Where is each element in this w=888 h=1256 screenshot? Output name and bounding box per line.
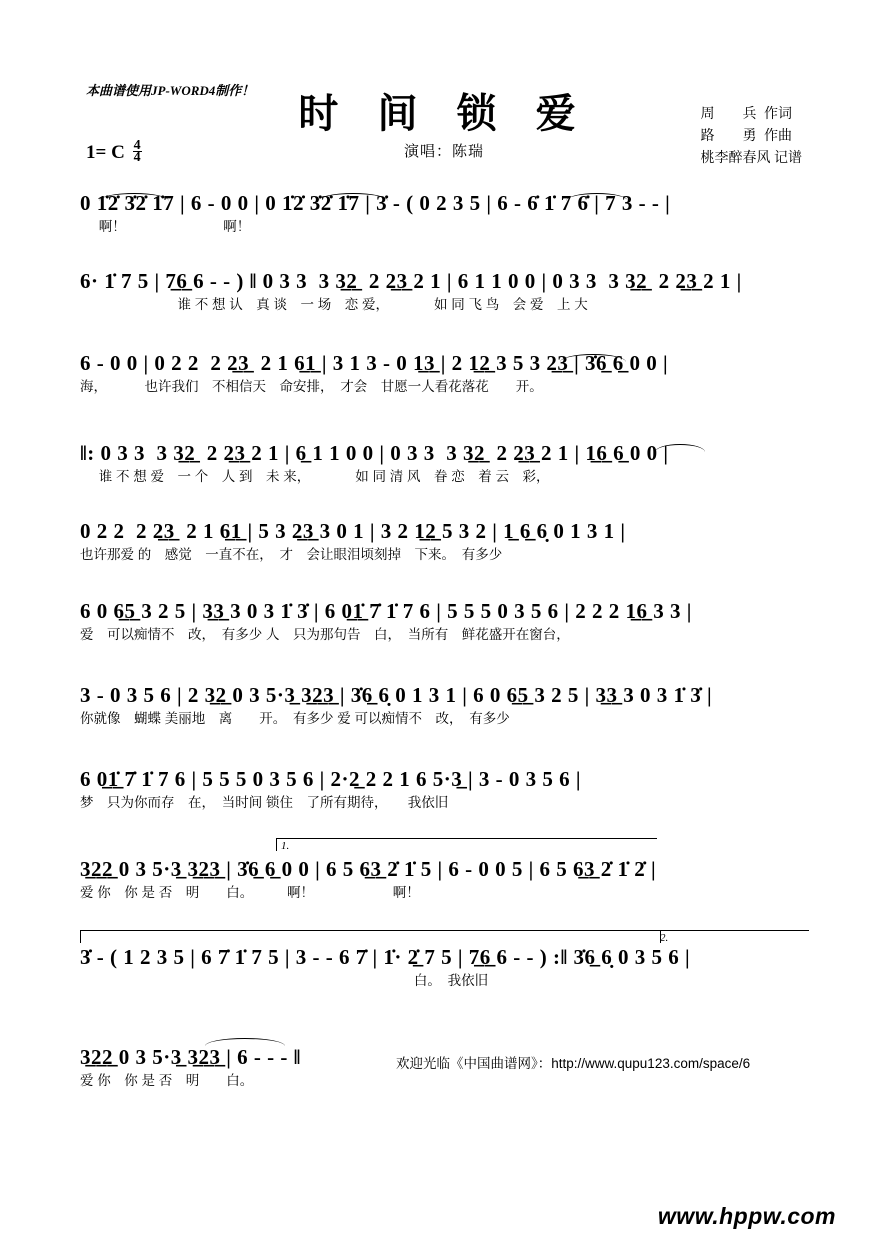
singer-label: 演唱：陈瑞 bbox=[403, 144, 484, 160]
second-ending-number: 2. bbox=[660, 932, 669, 944]
credit-role-composer: 路 勇 bbox=[700, 129, 757, 144]
notation-line: 6· 1̇ 7 5 | 7̲6̲ 6 - - ) ‖ 0 3 3 3 3̲2̲ 2 2̲3̲ 2 1 | 6 1 1 0 0 | 0 3 3 3 3̲2̲ 2 2̲3̲ 2 1 | bbox=[80, 269, 742, 293]
notation-line: 3̲2̲2̲ 0 3 5·3̲ 3̲2̲3̲ | 3̇6̲ 6̲ 0 0 | 6 5 6̲3̲ 2̇ 1̇ 5 | 6 - 0 0 5 | 6 5 6̲3̲ 2̇ 1̇ 2̇ | bbox=[80, 857, 657, 881]
lyrics-line: 白。 我依旧 bbox=[80, 973, 489, 988]
lyrics-line: 爱 可以痴情不 改， 有多少 人 只为那句告 白， 当所有 鲜花盛开在窗台， bbox=[80, 627, 570, 642]
notation-line: 6 0̲1̲̇ 7̇ 1̇ 7 6 | 5 5 5 0 3 5 6 | 2·2̲ 2 2 1 6 5·3̲ | 3 - 0 3 5 6 | bbox=[80, 767, 581, 791]
credit-line-lyricist bbox=[701, 104, 803, 126]
credit-role-transcriber: 桃李醉春风 bbox=[700, 151, 771, 166]
watermark: www.hppw.com bbox=[657, 1203, 836, 1229]
music-system-5 bbox=[80, 518, 808, 564]
credit-work-lyricist: 作词 bbox=[764, 107, 792, 122]
key-signature-text: 1= C bbox=[86, 142, 125, 163]
time-signature-numerator: 4 bbox=[133, 138, 141, 153]
music-system-10 bbox=[80, 944, 808, 990]
credit-line-transcriber bbox=[701, 148, 803, 170]
lyrics-line: 也许那爱 的 感觉 一直不在， 才 会让眼泪顷刻掉 下来。 有多少 bbox=[80, 547, 503, 562]
time-signature-denominator: 4 bbox=[133, 150, 141, 165]
credit-role-lyricist: 周 兵 bbox=[700, 107, 757, 122]
lyrics-line: 海， 也许我们 不相信天 命安排， 才会 甘愿一人看花落花 开。 bbox=[80, 379, 543, 394]
credits-block bbox=[701, 104, 803, 170]
notation-line: 6 - 0 0 | 0 2 2 2 2̲3̲ 2 1 6̲1̲ | 3 1 3 - 0 1̲3̲ | 2 1̲2̲ 3 5 3 2̲3̲ | 3̇6̲ 6̲ 0 0 | bbox=[80, 351, 669, 375]
lyrics-line: 啊！ 啊！ bbox=[80, 219, 251, 234]
credit-line-composer bbox=[701, 126, 803, 148]
slur-arc bbox=[205, 1038, 285, 1046]
page-title: 时 间 锁 爱 bbox=[298, 92, 590, 136]
music-system-7 bbox=[80, 682, 808, 728]
key-signature bbox=[86, 140, 142, 164]
music-system-1 bbox=[80, 190, 808, 236]
music-system-9 bbox=[80, 856, 808, 902]
notation-line: 3 - 0 3 5 6 | 2 3̲2̲ 0 3 5·3̲ 3̲2̲3̲ | 3̇6̲ 6̣ 0 1 3 1 | 6 0 6̲5̲ 3 2 5 | 3̲3̲ 3 0 3 1̇ 3̇ | bbox=[80, 683, 713, 707]
music-system-3 bbox=[80, 350, 808, 396]
lyrics-line: 爱 你 你 是 否 明 白。 bbox=[80, 1073, 254, 1088]
music-system-2 bbox=[80, 268, 808, 314]
made-with-note: 本曲谱使用JP-WORD4制作！ bbox=[86, 83, 255, 98]
time-signature bbox=[133, 140, 142, 163]
lyrics-line: 谁 不 想 爱 一 个 人 到 未 来， 如 同 清 风 眷 恋 着 云 彩， bbox=[80, 469, 550, 484]
notation-line: 3̇ - ( 1 2 3 5 | 6 7̇ 1̇ 7 5 | 3 - - 6 7̇ | 1̇· 2̲̇ 7 5 | 7̲6̲ 6 - - ) :‖ 3̇6̲ 6̣ 0 3 5 6 | bbox=[80, 945, 691, 969]
website-note: 欢迎光临《中国曲谱网》：http://www.qupu123.com/space/6 bbox=[396, 1056, 751, 1071]
second-ending-bracket-tail bbox=[660, 930, 809, 943]
credit-work-transcriber: 记谱 bbox=[774, 151, 802, 166]
notation-line: 3̲2̲2̲ 0 3 5·3̲ 3̲2̲3̲ | 6 - - - ‖ bbox=[80, 1045, 301, 1069]
first-ending-bracket bbox=[276, 838, 657, 851]
lyrics-line: 爱 你 你 是 否 明 白。 啊！ 啊！ bbox=[80, 885, 420, 900]
music-system-6 bbox=[80, 598, 808, 644]
notation-line: 0 1̇2̇ 3̇2̇ 1̇7 | 6 - 0 0 | 0 1̇2̇ 3̇2̇ 1̇7 | 3̇ - ( 0 2 3 5 | 6 - 6̇ 1̇ 7 6̇ | 7 3 - - | bbox=[80, 191, 671, 215]
music-system-8 bbox=[80, 766, 808, 812]
notation-line: ‖: 0 3 3 3 3̲2̲ 2 2̲3̲ 2 1 | 6̲ 1 1 0 0 | 0 3 3 3 3̲2̲ 2 2̲3̲ 2 1 | 1̲6̲ 6̲ 0 0 | bbox=[80, 441, 669, 465]
notation-line: 0 2 2 2 2̲3̲ 2 1 6̲1̲ | 5 3 2̲3̲ 3 0 1 | 3 2 1̲2̲ 5 3 2 | 1̲ 6̲ 6̣ 0 1 3 1 | bbox=[80, 519, 626, 543]
second-ending-bracket bbox=[80, 930, 661, 943]
lyrics-line: 你就像 蝴蝶 美丽地 离 开。 有多少 爱 可以痴情不 改， 有多少 bbox=[80, 711, 510, 726]
notation-line: 6 0 6̲5̲ 3 2 5 | 3̲3̲ 3 0 3 1̇ 3̇ | 6 0̲1̲̇ 7̇ 1̇ 7 6 | 5 5 5 0 3 5 6 | 2 2 2 1̲6̲ 3 3 | bbox=[80, 599, 692, 623]
lyrics-line: 梦 只为你而存 在， 当时间 锁住 了所有期待， 我依旧 bbox=[80, 795, 449, 810]
lyrics-line: 谁 不 想 认 真 谈 一 场 恋 爱， 如 同 飞 鸟 会 爱 上 大 bbox=[80, 297, 588, 312]
first-ending-number: 1. bbox=[281, 840, 290, 852]
credit-work-composer: 作曲 bbox=[764, 129, 792, 144]
